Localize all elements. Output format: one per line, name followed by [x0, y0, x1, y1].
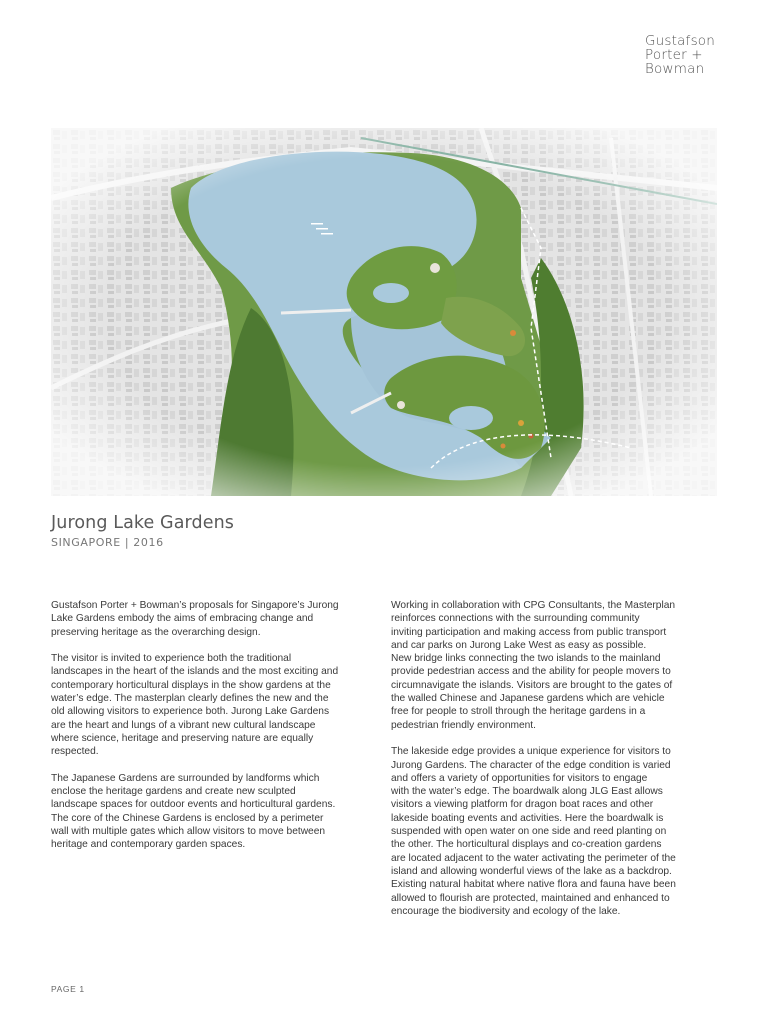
paragraph: The lakeside edge provides a unique experience for visitors to Jurong Gardens. The character of the edge condition is varied and offers a variety of opportunities for visitors to engage with the water’s edge. The boardwalk along JLG East allows visitors a viewing platform for dragon boat races and other lakeside boating events and activities. Here the boardwalk is suspended with open water on one side and reed planting on the other. The horticultural displays and co-creation gardens are located adjacent to the water activating the perimeter of the island and allowing wonderful views of the lake as a backdrop. Existing natural habitat where native flora and fauna have been allowed to flourish are protected, maintained and enhanced to encourage the biodiversity and ecology of the lake.	[391, 746, 676, 917]
logo-line-2: Porter +	[645, 47, 703, 63]
page-number: PAGE 1	[51, 984, 85, 994]
logo-line-3: Bowman	[645, 61, 705, 77]
paragraph: Gustafson Porter + Bowman’s proposals for Singapore’s Jurong Lake Gardens embody the aims of embracing change and preserving heritage as the overarching design.	[51, 600, 339, 638]
paragraph: The Japanese Gardens are surrounded by landforms which enclose the heritage gardens and create new sculpted landscape spaces for outdoor events and horticultural gardens. The core of the Chinese Gardens is enclosed by a perimeter wall with multiple gates which allow visitors to move between heritage and contemporary garden spaces.	[51, 772, 336, 851]
paragraph: Working in collaboration with CPG Consultants, the Masterplan reinforces connections with the surrounding community inviting participation and making access from public transport and car parks on Jurong Lake West as easy as possible. New bridge links connecting the two islands to the mainland provide pedestrian access and the ability for people movers to circumnavigate the islands. Visitors are brought to the gates of the walled Chinese and Japanese gardens which are vehicle free for people to stroll through the heritage gardens in a pedestrian friendly environment.	[391, 600, 676, 731]
masterplan-image	[51, 128, 717, 496]
logo-line-1: Gustafson	[645, 33, 716, 49]
paragraph: The visitor is invited to experience both the traditional landscapes in the heart of the islands and the most exciting and contemporary horticultural displays in the show gardens at the water’s edge. The masterplan clearly defines the new and the old allowing visitors to experience both. Jurong Lake Gardens are the heart and lungs of a vibrant new cultural landscape where science, heritage and preserving nature are equally respected.	[51, 653, 339, 758]
location-year: SINGAPORE | 2016	[51, 536, 164, 549]
masterplan-illustration	[51, 128, 717, 496]
body-column-left	[51, 599, 376, 865]
body-column-right	[391, 599, 716, 931]
company-logo	[645, 34, 715, 76]
page-title: Jurong Lake Gardens	[51, 513, 235, 533]
